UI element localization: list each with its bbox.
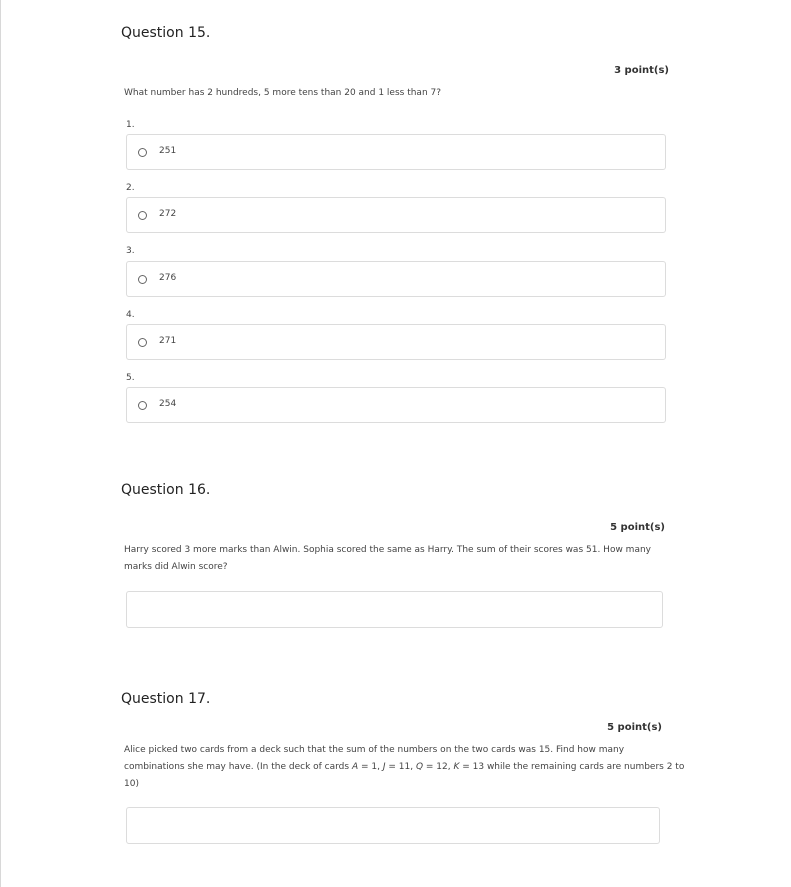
question-17-text bbox=[124, 742, 684, 793]
question-16-text-line-2: marks did Alwin score? bbox=[124, 562, 228, 572]
option-1-number: 1. bbox=[126, 120, 135, 130]
option-1-label: 251 bbox=[159, 146, 177, 156]
radio-icon[interactable] bbox=[138, 401, 147, 410]
option-5-label: 254 bbox=[159, 399, 177, 409]
question-16-answer-field[interactable] bbox=[126, 591, 663, 628]
option-4-label: 271 bbox=[159, 336, 177, 346]
question-17-text-line-3: 10) bbox=[124, 779, 139, 789]
option-5[interactable] bbox=[126, 387, 666, 423]
radio-icon[interactable] bbox=[138, 338, 147, 347]
option-3-number: 3. bbox=[126, 246, 135, 256]
question-17-points: 5 point(s) bbox=[607, 722, 662, 733]
question-16-points: 5 point(s) bbox=[610, 522, 665, 533]
radio-icon[interactable] bbox=[138, 211, 147, 220]
left-border bbox=[0, 0, 1, 887]
question-16-text bbox=[124, 542, 651, 576]
option-3[interactable] bbox=[126, 261, 666, 297]
question-15-title: Question 15. bbox=[121, 25, 211, 41]
option-1[interactable] bbox=[126, 134, 666, 170]
question-15-points: 3 point(s) bbox=[614, 65, 669, 76]
question-17-answer-field[interactable] bbox=[126, 807, 660, 844]
question-16-title: Question 16. bbox=[121, 482, 211, 498]
option-3-label: 276 bbox=[159, 273, 177, 283]
question-15-text: What number has 2 hundreds, 5 more tens than 20 and 1 less than 7? bbox=[124, 88, 442, 98]
radio-icon[interactable] bbox=[138, 275, 147, 284]
option-2[interactable] bbox=[126, 197, 666, 233]
option-2-number: 2. bbox=[126, 183, 135, 193]
option-4[interactable] bbox=[126, 324, 666, 360]
radio-icon[interactable] bbox=[138, 148, 147, 157]
option-4-number: 4. bbox=[126, 310, 135, 320]
option-2-label: 272 bbox=[159, 209, 177, 219]
option-5-number: 5. bbox=[126, 373, 135, 383]
question-16-text-line-1: Harry scored 3 more marks than Alwin. Sophia scored the same as Harry. The sum of their scores was 51. How many bbox=[124, 545, 651, 555]
question-17-title: Question 17. bbox=[121, 691, 211, 707]
question-17-text-line-2: combinations she may have. (In the deck of cards A = 1, J = 11, Q = 12, K = 13 while the remaining cards are numbers 2 to bbox=[124, 762, 685, 772]
question-17-text-line-1: Alice picked two cards from a deck such that the sum of the numbers on the two cards was 15. Find how many bbox=[124, 745, 625, 755]
